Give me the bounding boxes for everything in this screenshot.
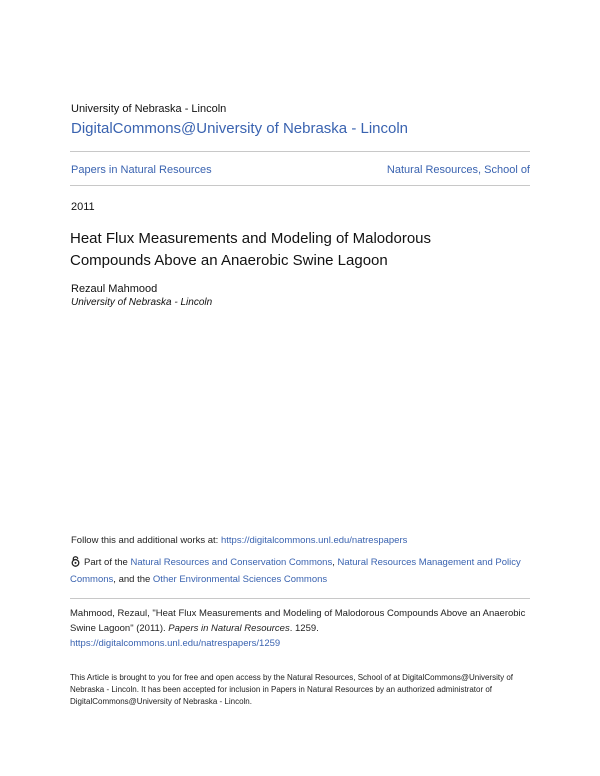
collection-link[interactable]: Papers in Natural Resources: [71, 164, 212, 176]
divider-top: [70, 151, 530, 152]
article-title: Heat Flux Measurements and Modeling of Malodorous Compounds Above an Anaerobic Swine Lagoon: [70, 230, 432, 269]
part-of-sep1: ,: [332, 557, 338, 568]
other-environmental-sciences-link[interactable]: Other Environmental Sciences Commons: [152, 574, 328, 585]
follow-line: [71, 535, 407, 546]
natural-resources-conservation-link[interactable]: Natural Resources and Conservation Commons: [130, 557, 333, 568]
school-link[interactable]: Natural Resources, School of: [386, 164, 530, 176]
author-affiliation: University of Nebraska - Lincoln: [71, 297, 213, 308]
recommended-citation: [70, 606, 530, 651]
citation-number: . 1259.: [289, 623, 319, 634]
follow-url-link[interactable]: https://digitalcommons.unl.edu/natrespapers: [220, 535, 408, 546]
open-access-icon: [70, 556, 81, 567]
follow-prefix: Follow this and additional works at:: [71, 535, 221, 546]
divider-citation: [70, 598, 530, 599]
part-of-sep2: , and the: [113, 574, 153, 585]
natural-resources-management-link[interactable]: Natural Resources Management and Policy Commons: [70, 557, 521, 585]
access-notice: This Article is brought to you for free and open access by the Natural Resources, School of at DigitalCommons@University of Nebraska - Lincoln. It has been accepted for inclusion in Papers in Natural Resources by an authorized administrator of DigitalCommons@University of Nebraska - Lincoln.: [70, 673, 513, 706]
author-name: Rezaul Mahmood: [71, 283, 158, 295]
citation-url-link[interactable]: https://digitalcommons.unl.edu/natrespapers/1259: [70, 638, 281, 649]
publication-year: 2011: [71, 201, 95, 213]
divider-nav: [70, 185, 530, 186]
repository-link[interactable]: DigitalCommons@University of Nebraska - Lincoln: [71, 120, 409, 137]
citation-journal: Papers in Natural Resources: [168, 623, 290, 634]
part-of-block: [70, 554, 530, 588]
part-of-prefix: Part of the: [84, 557, 131, 568]
citation-text: Mahmood, Rezaul, "Heat Flux Measurements and Modeling of Malodorous Compounds Above an Anaerobic Swine Lagoon" (2011).: [70, 608, 526, 634]
institution-name: University of Nebraska - Lincoln: [71, 103, 227, 115]
